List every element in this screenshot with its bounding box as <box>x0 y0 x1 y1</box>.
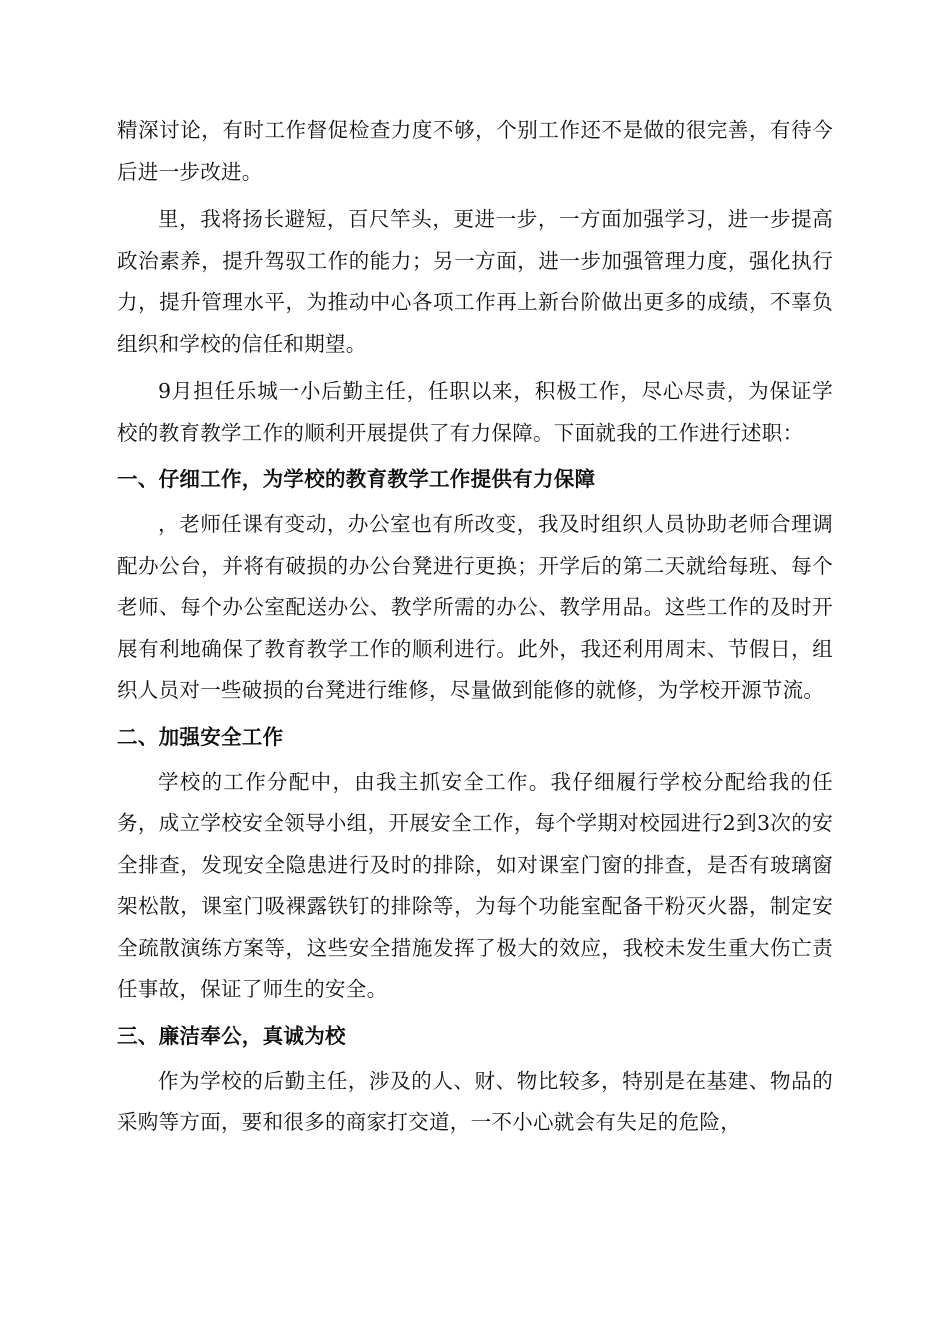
paragraph-continued: 精深讨论，有时工作督促检查力度不够，个别工作还不是做的很完善，有待今后进一步改进。 <box>117 118 833 184</box>
section-heading-3: 三、廉洁奉公，真诚为校 <box>117 1023 346 1048</box>
paragraph-section-3: 作为学校的后勤主任，涉及的人、财、物比较多，特别是在基建、物品的采购等方面，要和很多的商家打交道，一不小心就会有失足的危险， <box>117 1068 833 1134</box>
document-body <box>117 110 833 1144</box>
section-heading-1: 一、仔细工作，为学校的教育教学工作提供有力保障 <box>117 467 596 491</box>
paragraph-intro: 9月担任乐城一小后勤主任，任职以来，积极工作，尽心尽责，为保证学校的教育教学工作的顺利开展提供了有力保障。下面就我的工作进行述职： <box>117 379 833 445</box>
paragraph-section-2: 学校的工作分配中，由我主抓安全工作。我仔细履行学校分配给我的任务，成立学校安全领导小组，开展安全工作，每个学期对校园进行2到3次的安全排查，发现安全隐患进行及时的排除，如对课室门窗的排查，是否有玻璃窗架松散，课室门吸裸露铁钉的排除等，为每个功能室配备干粉灭火器，制定安全疏散演练方案等，这些安全措施发挥了极大的效应，我校未发生重大伤亡责任事故，保证了师生的安全。 <box>117 769 833 1001</box>
section-heading-2: 二、加强安全工作 <box>117 724 284 749</box>
paragraph-plans: 里，我将扬长避短，百尺竿头，更进一步，一方面加强学习，进一步提高政治素养，提升驾驭工作的能力；另一方面，进一步加强管理力度，强化执行力，提升管理水平，为推动中心各项工作再上新台阶做出更多的成绩，不辜负组织和学校的信任和期望。 <box>117 207 833 356</box>
paragraph-section-1: ，老师任课有变动，办公室也有所改变，我及时组织人员协助老师合理调配办公台，并将有破损的办公台凳进行更换；开学后的第二天就给每班、每个老师、每个办公室配送办公、教学所需的办公、教学用品。这些工作的及时开展有利地确保了教育教学工作的顺利进行。此外，我还利用周末、节假日，组织人员对一些破损的台凳进行维修，尽量做到能修的就修，为学校开源节流。 <box>117 512 833 702</box>
